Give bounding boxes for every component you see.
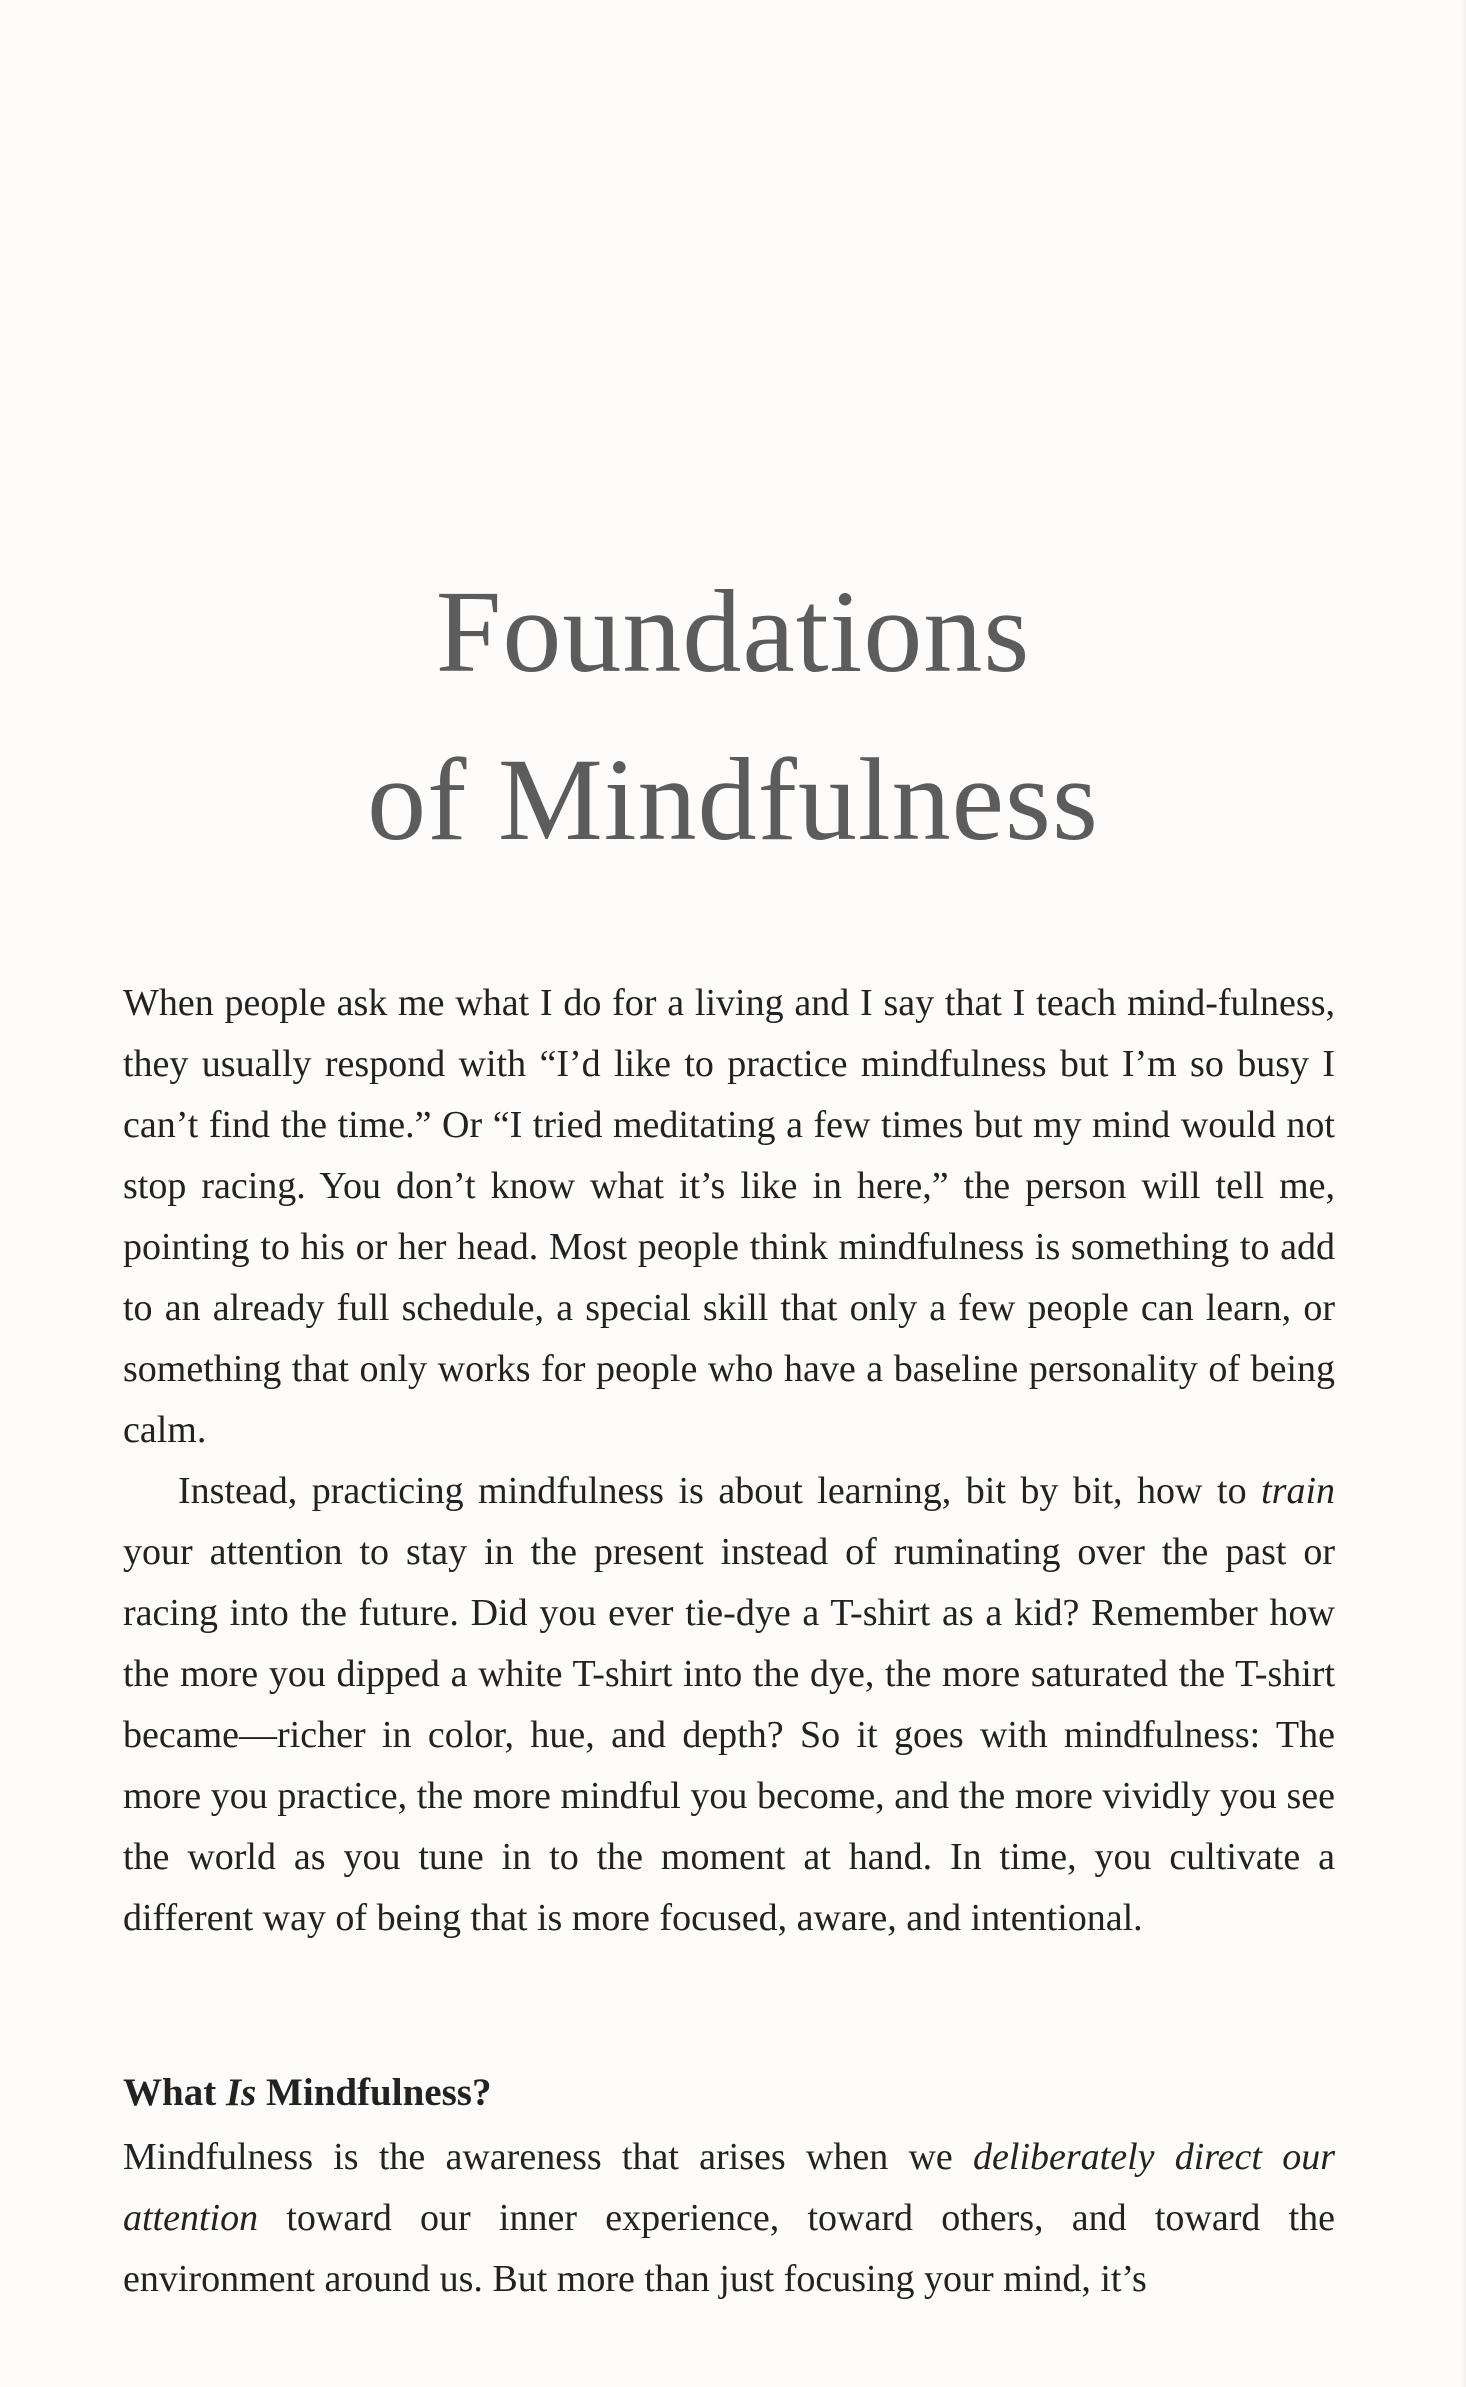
intro-paragraph-2-italic: train: [1261, 1470, 1335, 1512]
intro-paragraph-1: When people ask me what I do for a living and I say that I teach mind-fulness, they usually respond with “I’d like to practice mindfulness but I’m so busy I can’t find the time.” Or “I tried meditating a few times but my mind would not stop racing. You don’t know what it’s like in here,” the person will tell me, pointing to his or her head. Most people think mindfulness is something to add to an already full schedule, a special skill that only a few people can learn, or something that only works for people who have a baseline personality of being calm.: [123, 982, 1335, 1451]
intro-paragraph-2: [123, 1461, 1335, 1949]
section-text: [123, 2127, 1335, 2310]
intro-paragraph-2-start: Instead, practicing mindfulness is about learning, bit by bit, how to: [178, 1470, 1247, 1512]
intro-text: [123, 973, 1335, 1949]
section-paragraph-1: [123, 2127, 1335, 2310]
intro-paragraph-2-rest: your attention to stay in the present instead of ruminating over the past or racing into the future. Did you ever tie-dye a T-shirt as a kid? Remember how the more you dipped a white T-shirt into the dye, the more saturated the T-shirt became—richer in color, hue, and depth? So it goes with mindfulness: The more you practice, the more mindful you become, and the more vividly you see the world as you tune in to the moment at hand. In time, you cultivate a different way of being that is more focused, aware, and intentional.: [123, 1531, 1335, 1939]
chapter-title-line-2: of Mindfulness: [367, 734, 1099, 865]
section-heading-italic: Is: [225, 2071, 257, 2114]
section-heading-part-2: Mindfulness?: [266, 2071, 492, 2114]
chapter-title-line-1: Foundations: [435, 566, 1031, 697]
scan-edge-shadow: [1460, 0, 1466, 2387]
section-paragraph-1-italic: deliberately direct our attention: [123, 2136, 1336, 2239]
section-heading-part-1: What: [123, 2071, 217, 2114]
section-paragraph-1-rest: toward our inner experience, toward others, and toward the environment around us. But more than just focusing your mind, it’s: [123, 2197, 1336, 2300]
chapter-title: [0, 548, 1466, 884]
section-heading: [123, 2063, 491, 2123]
section-paragraph-1-start: Mindfulness is the awareness that arises when we: [123, 2136, 953, 2178]
